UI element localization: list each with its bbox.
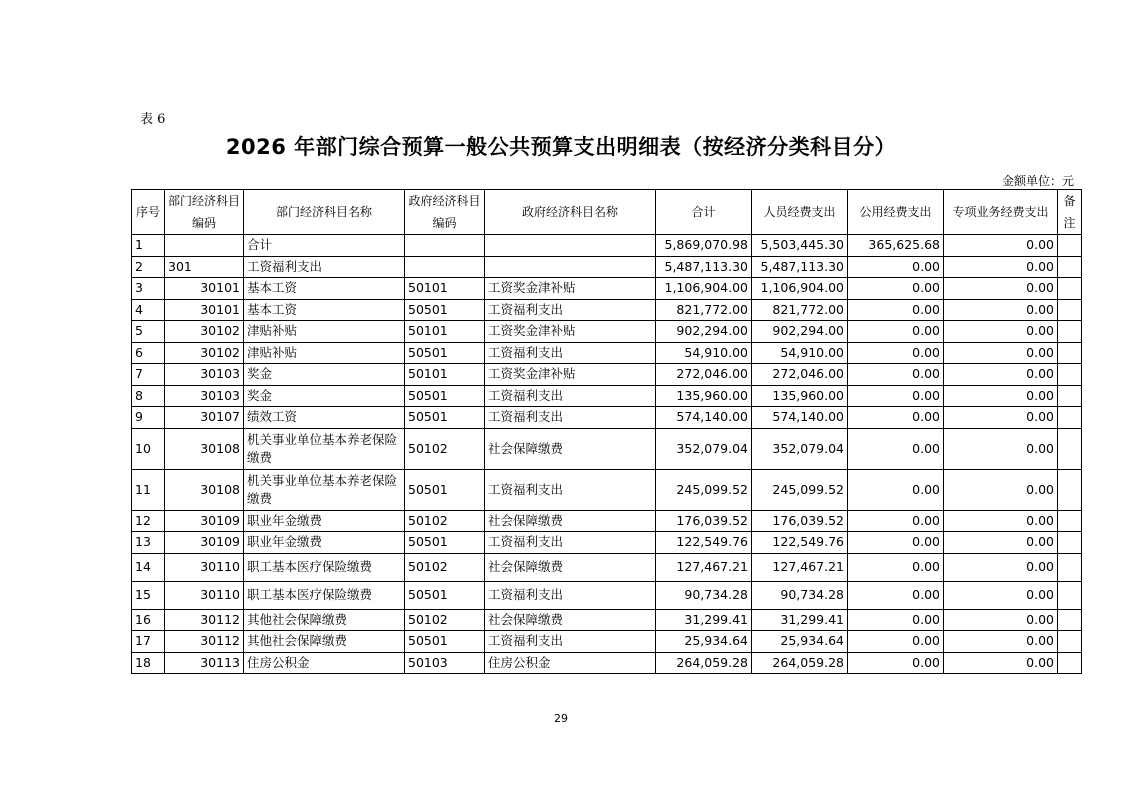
cell-dept-code: 30101 bbox=[165, 299, 244, 321]
cell-public: 0.00 bbox=[848, 581, 944, 609]
cell-gov-code: 50101 bbox=[405, 321, 485, 343]
cell-note bbox=[1058, 256, 1082, 278]
cell-dept-code: 30108 bbox=[165, 469, 244, 510]
table-row bbox=[132, 278, 1082, 300]
cell-gov-name: 工资福利支出 bbox=[485, 299, 656, 321]
header-note: 备注 bbox=[1058, 190, 1082, 235]
table-row bbox=[132, 235, 1082, 257]
cell-public: 0.00 bbox=[848, 469, 944, 510]
cell-dept-code: 301 bbox=[165, 256, 244, 278]
cell-note bbox=[1058, 321, 1082, 343]
header-gov-name: 政府经济科目名称 bbox=[485, 190, 656, 235]
table-row bbox=[132, 256, 1082, 278]
cell-personnel: 176,039.52 bbox=[752, 510, 848, 532]
table-row bbox=[132, 652, 1082, 674]
table-row bbox=[132, 299, 1082, 321]
cell-total: 135,960.00 bbox=[656, 385, 752, 407]
cell-personnel: 352,079.04 bbox=[752, 428, 848, 469]
cell-seq: 6 bbox=[132, 342, 165, 364]
cell-personnel: 5,487,113.30 bbox=[752, 256, 848, 278]
cell-personnel: 902,294.00 bbox=[752, 321, 848, 343]
cell-note bbox=[1058, 407, 1082, 429]
cell-total: 176,039.52 bbox=[656, 510, 752, 532]
cell-public: 0.00 bbox=[848, 342, 944, 364]
cell-special: 0.00 bbox=[944, 652, 1058, 674]
cell-total: 902,294.00 bbox=[656, 321, 752, 343]
cell-dept-name: 绩效工资 bbox=[244, 407, 405, 429]
cell-note bbox=[1058, 581, 1082, 609]
cell-dept-name: 津贴补贴 bbox=[244, 342, 405, 364]
cell-special: 0.00 bbox=[944, 510, 1058, 532]
cell-dept-code: 30103 bbox=[165, 364, 244, 386]
cell-gov-name: 工资福利支出 bbox=[485, 631, 656, 653]
cell-gov-code: 50501 bbox=[405, 407, 485, 429]
cell-note bbox=[1058, 553, 1082, 581]
cell-gov-name: 工资奖金津补贴 bbox=[485, 364, 656, 386]
table-row bbox=[132, 631, 1082, 653]
cell-seq: 7 bbox=[132, 364, 165, 386]
cell-total: 127,467.21 bbox=[656, 553, 752, 581]
cell-note bbox=[1058, 428, 1082, 469]
header-public: 公用经费支出 bbox=[848, 190, 944, 235]
cell-dept-name: 其他社会保障缴费 bbox=[244, 631, 405, 653]
cell-personnel: 574,140.00 bbox=[752, 407, 848, 429]
table-row bbox=[132, 532, 1082, 554]
cell-total: 574,140.00 bbox=[656, 407, 752, 429]
cell-seq: 16 bbox=[132, 609, 165, 631]
cell-dept-name: 津贴补贴 bbox=[244, 321, 405, 343]
cell-personnel: 245,099.52 bbox=[752, 469, 848, 510]
cell-seq: 8 bbox=[132, 385, 165, 407]
cell-gov-name: 工资奖金津补贴 bbox=[485, 278, 656, 300]
header-dept-code: 部门经济科目编码 bbox=[165, 190, 244, 235]
cell-public: 0.00 bbox=[848, 256, 944, 278]
budget-table bbox=[131, 189, 1082, 674]
cell-gov-name: 工资奖金津补贴 bbox=[485, 321, 656, 343]
cell-dept-code bbox=[165, 235, 244, 257]
cell-gov-code: 50102 bbox=[405, 553, 485, 581]
cell-note bbox=[1058, 364, 1082, 386]
cell-special: 0.00 bbox=[944, 469, 1058, 510]
cell-special: 0.00 bbox=[944, 581, 1058, 609]
table-row bbox=[132, 581, 1082, 609]
cell-special: 0.00 bbox=[944, 278, 1058, 300]
cell-seq: 11 bbox=[132, 469, 165, 510]
table-row bbox=[132, 385, 1082, 407]
table-row bbox=[132, 364, 1082, 386]
cell-special: 0.00 bbox=[944, 407, 1058, 429]
cell-special: 0.00 bbox=[944, 428, 1058, 469]
table-row bbox=[132, 321, 1082, 343]
cell-special: 0.00 bbox=[944, 532, 1058, 554]
cell-total: 5,487,113.30 bbox=[656, 256, 752, 278]
cell-personnel: 122,549.76 bbox=[752, 532, 848, 554]
cell-dept-code: 30108 bbox=[165, 428, 244, 469]
cell-dept-name: 基本工资 bbox=[244, 299, 405, 321]
cell-total: 245,099.52 bbox=[656, 469, 752, 510]
cell-special: 0.00 bbox=[944, 235, 1058, 257]
cell-personnel: 264,059.28 bbox=[752, 652, 848, 674]
currency-unit: 金额单位：元 bbox=[1001, 174, 1074, 188]
cell-gov-code: 50102 bbox=[405, 510, 485, 532]
cell-note bbox=[1058, 469, 1082, 510]
cell-seq: 2 bbox=[132, 256, 165, 278]
table-header-row bbox=[132, 190, 1082, 235]
table-body bbox=[132, 235, 1082, 674]
cell-personnel: 1,106,904.00 bbox=[752, 278, 848, 300]
table-row bbox=[132, 553, 1082, 581]
table-row bbox=[132, 342, 1082, 364]
table-row bbox=[132, 510, 1082, 532]
cell-total: 352,079.04 bbox=[656, 428, 752, 469]
cell-personnel: 90,734.28 bbox=[752, 581, 848, 609]
table-row bbox=[132, 407, 1082, 429]
cell-special: 0.00 bbox=[944, 385, 1058, 407]
cell-dept-name: 职工基本医疗保险缴费 bbox=[244, 553, 405, 581]
cell-gov-code: 50501 bbox=[405, 342, 485, 364]
cell-seq: 13 bbox=[132, 532, 165, 554]
cell-dept-name: 职业年金缴费 bbox=[244, 532, 405, 554]
cell-dept-name: 职业年金缴费 bbox=[244, 510, 405, 532]
cell-public: 0.00 bbox=[848, 407, 944, 429]
cell-dept-name: 奖金 bbox=[244, 364, 405, 386]
cell-dept-name: 奖金 bbox=[244, 385, 405, 407]
cell-personnel: 821,772.00 bbox=[752, 299, 848, 321]
cell-dept-name: 机关事业单位基本养老保险缴费 bbox=[244, 428, 405, 469]
cell-special: 0.00 bbox=[944, 631, 1058, 653]
cell-total: 90,734.28 bbox=[656, 581, 752, 609]
cell-public: 0.00 bbox=[848, 428, 944, 469]
cell-seq: 17 bbox=[132, 631, 165, 653]
cell-dept-code: 30110 bbox=[165, 553, 244, 581]
cell-note bbox=[1058, 299, 1082, 321]
cell-dept-name: 职工基本医疗保险缴费 bbox=[244, 581, 405, 609]
cell-dept-code: 30109 bbox=[165, 510, 244, 532]
cell-public: 0.00 bbox=[848, 385, 944, 407]
table-row bbox=[132, 469, 1082, 510]
cell-total: 272,046.00 bbox=[656, 364, 752, 386]
cell-total: 1,106,904.00 bbox=[656, 278, 752, 300]
cell-public: 0.00 bbox=[848, 532, 944, 554]
cell-gov-code: 50103 bbox=[405, 652, 485, 674]
cell-gov-name: 工资福利支出 bbox=[485, 407, 656, 429]
cell-gov-code: 50102 bbox=[405, 609, 485, 631]
header-gov-code: 政府经济科目编码 bbox=[405, 190, 485, 235]
table-number: 表 6 bbox=[140, 112, 166, 127]
header-total: 合计 bbox=[656, 190, 752, 235]
cell-gov-code: 50501 bbox=[405, 532, 485, 554]
cell-dept-name: 工资福利支出 bbox=[244, 256, 405, 278]
cell-seq: 4 bbox=[132, 299, 165, 321]
cell-dept-name: 住房公积金 bbox=[244, 652, 405, 674]
cell-note bbox=[1058, 510, 1082, 532]
cell-note bbox=[1058, 385, 1082, 407]
cell-note bbox=[1058, 342, 1082, 364]
cell-gov-code: 50501 bbox=[405, 385, 485, 407]
cell-gov-name: 社会保障缴费 bbox=[485, 609, 656, 631]
cell-gov-name: 社会保障缴费 bbox=[485, 553, 656, 581]
cell-personnel: 54,910.00 bbox=[752, 342, 848, 364]
table-row bbox=[132, 609, 1082, 631]
cell-special: 0.00 bbox=[944, 256, 1058, 278]
cell-gov-name: 住房公积金 bbox=[485, 652, 656, 674]
cell-personnel: 127,467.21 bbox=[752, 553, 848, 581]
cell-personnel: 5,503,445.30 bbox=[752, 235, 848, 257]
cell-dept-name: 机关事业单位基本养老保险缴费 bbox=[244, 469, 405, 510]
header-seq: 序号 bbox=[132, 190, 165, 235]
cell-dept-code: 30112 bbox=[165, 609, 244, 631]
header-personnel: 人员经费支出 bbox=[752, 190, 848, 235]
cell-gov-code bbox=[405, 235, 485, 257]
cell-dept-code: 30103 bbox=[165, 385, 244, 407]
cell-total: 264,059.28 bbox=[656, 652, 752, 674]
cell-personnel: 135,960.00 bbox=[752, 385, 848, 407]
cell-total: 5,869,070.98 bbox=[656, 235, 752, 257]
cell-dept-code: 30102 bbox=[165, 321, 244, 343]
header-special: 专项业务经费支出 bbox=[944, 190, 1058, 235]
cell-seq: 9 bbox=[132, 407, 165, 429]
cell-personnel: 272,046.00 bbox=[752, 364, 848, 386]
cell-gov-code: 50501 bbox=[405, 631, 485, 653]
cell-gov-name bbox=[485, 256, 656, 278]
cell-note bbox=[1058, 278, 1082, 300]
cell-public: 365,625.68 bbox=[848, 235, 944, 257]
cell-note bbox=[1058, 652, 1082, 674]
cell-special: 0.00 bbox=[944, 553, 1058, 581]
header-dept-name: 部门经济科目名称 bbox=[244, 190, 405, 235]
cell-gov-name: 工资福利支出 bbox=[485, 385, 656, 407]
cell-gov-code: 50501 bbox=[405, 469, 485, 510]
cell-gov-code: 50501 bbox=[405, 299, 485, 321]
cell-public: 0.00 bbox=[848, 510, 944, 532]
cell-dept-code: 30113 bbox=[165, 652, 244, 674]
cell-special: 0.00 bbox=[944, 609, 1058, 631]
cell-gov-name: 工资福利支出 bbox=[485, 532, 656, 554]
cell-seq: 12 bbox=[132, 510, 165, 532]
cell-note bbox=[1058, 631, 1082, 653]
cell-seq: 14 bbox=[132, 553, 165, 581]
cell-special: 0.00 bbox=[944, 342, 1058, 364]
page-number: 29 bbox=[554, 712, 568, 725]
cell-dept-code: 30109 bbox=[165, 532, 244, 554]
cell-public: 0.00 bbox=[848, 652, 944, 674]
cell-gov-name: 工资福利支出 bbox=[485, 469, 656, 510]
page-title: 2026 年部门综合预算一般公共预算支出明细表（按经济分类科目分） bbox=[225, 135, 897, 159]
cell-public: 0.00 bbox=[848, 609, 944, 631]
cell-gov-code: 50101 bbox=[405, 364, 485, 386]
cell-seq: 5 bbox=[132, 321, 165, 343]
cell-dept-code: 30102 bbox=[165, 342, 244, 364]
cell-seq: 10 bbox=[132, 428, 165, 469]
cell-special: 0.00 bbox=[944, 321, 1058, 343]
cell-gov-name: 工资福利支出 bbox=[485, 581, 656, 609]
cell-special: 0.00 bbox=[944, 364, 1058, 386]
cell-dept-name: 合计 bbox=[244, 235, 405, 257]
cell-gov-name: 工资福利支出 bbox=[485, 342, 656, 364]
cell-special: 0.00 bbox=[944, 299, 1058, 321]
cell-public: 0.00 bbox=[848, 321, 944, 343]
cell-note bbox=[1058, 609, 1082, 631]
cell-total: 25,934.64 bbox=[656, 631, 752, 653]
cell-personnel: 25,934.64 bbox=[752, 631, 848, 653]
cell-public: 0.00 bbox=[848, 364, 944, 386]
cell-dept-code: 30112 bbox=[165, 631, 244, 653]
cell-gov-code bbox=[405, 256, 485, 278]
cell-gov-name: 社会保障缴费 bbox=[485, 510, 656, 532]
cell-total: 31,299.41 bbox=[656, 609, 752, 631]
cell-gov-name bbox=[485, 235, 656, 257]
cell-gov-name: 社会保障缴费 bbox=[485, 428, 656, 469]
cell-public: 0.00 bbox=[848, 553, 944, 581]
cell-public: 0.00 bbox=[848, 278, 944, 300]
cell-dept-code: 30107 bbox=[165, 407, 244, 429]
cell-total: 122,549.76 bbox=[656, 532, 752, 554]
cell-dept-code: 30110 bbox=[165, 581, 244, 609]
cell-total: 821,772.00 bbox=[656, 299, 752, 321]
cell-seq: 1 bbox=[132, 235, 165, 257]
cell-seq: 3 bbox=[132, 278, 165, 300]
cell-seq: 15 bbox=[132, 581, 165, 609]
cell-seq: 18 bbox=[132, 652, 165, 674]
cell-gov-code: 50501 bbox=[405, 581, 485, 609]
cell-note bbox=[1058, 235, 1082, 257]
cell-note bbox=[1058, 532, 1082, 554]
cell-public: 0.00 bbox=[848, 631, 944, 653]
cell-dept-name: 基本工资 bbox=[244, 278, 405, 300]
table-row bbox=[132, 428, 1082, 469]
cell-personnel: 31,299.41 bbox=[752, 609, 848, 631]
cell-public: 0.00 bbox=[848, 299, 944, 321]
cell-dept-code: 30101 bbox=[165, 278, 244, 300]
cell-dept-name: 其他社会保障缴费 bbox=[244, 609, 405, 631]
cell-total: 54,910.00 bbox=[656, 342, 752, 364]
cell-gov-code: 50101 bbox=[405, 278, 485, 300]
cell-gov-code: 50102 bbox=[405, 428, 485, 469]
